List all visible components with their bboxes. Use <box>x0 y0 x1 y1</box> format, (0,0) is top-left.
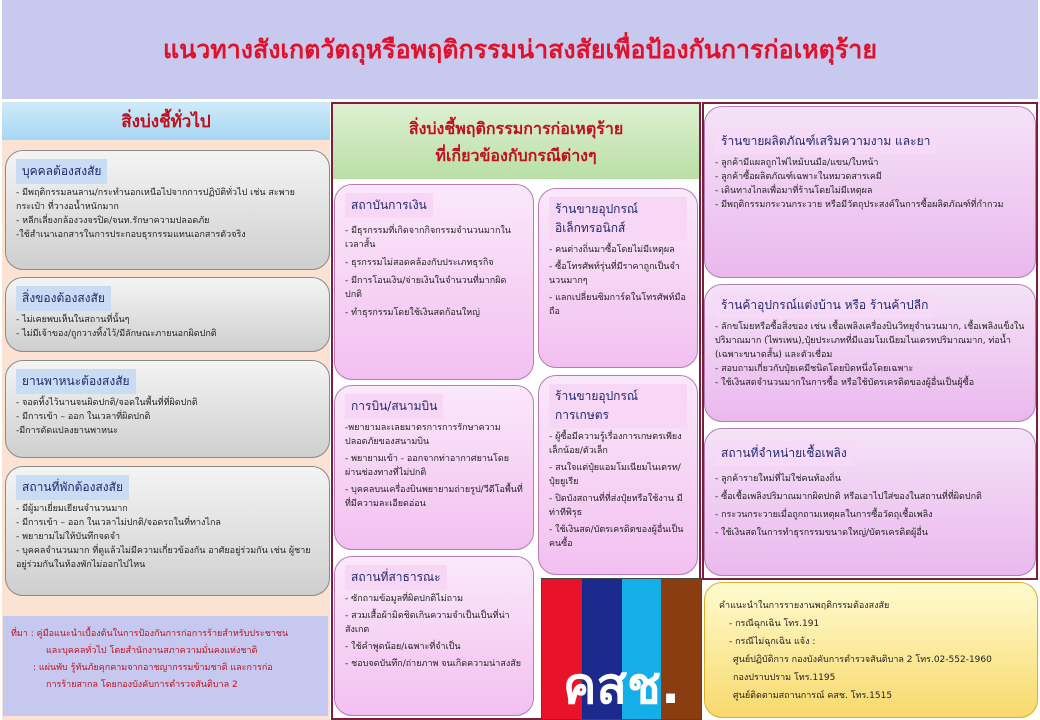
list-item: - มีพฤติกรรมกระวนกระวาย หรือมีวัตถุประสงค์ในการซื้อผลิตภัณฑ์ที่กำกวม <box>715 200 1004 210</box>
contact-line: กองปราบปราม โทร.1195 <box>733 673 836 683</box>
list-item: - ใช้เงินสดจำนวนมากในการซื้อ หรือใช้บัตรเครดิตของผู้อื่นเป็นผู้ซื้อ <box>715 378 975 388</box>
list-item: - หลีกเลี่ยงกล้องวงจรปิด/จนท.รักษาความปลอดภัย <box>16 216 210 226</box>
contact-line: ศูนย์ติดตามสถานการณ์ คสช. โทร.1515 <box>733 691 893 701</box>
card-heading: ร้านขายอุปกรณ์อิเล็กทรอนิกส์ <box>549 197 687 241</box>
list-item: - มีการเข้า – ออก ในเวลาไม่ปกติ/จอดรถในที่ทางไกล <box>16 518 221 528</box>
contact-heading: คำแนะนำในการรายงานพฤติกรรมต้องสงสัย <box>719 601 890 611</box>
note-line: การร้ายสากล โดยกองบังคับการตำรวจสันติบาล 2 <box>46 680 238 690</box>
card-suspicious-object <box>5 277 330 352</box>
list-item: - สนใจแต่ปุ๋ยแอมโมเนียมไนเตรท/ปุ๋ยยูเรีย <box>549 463 681 487</box>
ncpo-logo <box>541 578 702 720</box>
contact-line: - กรณีไม่ฉุกเฉิน แจ้ง : <box>729 637 816 647</box>
list-item: - สอบถามเกี่ยวกับปุ๋ยเคมีชนิดโดยบิดหนึ่งโดยเฉพาะ <box>715 364 914 374</box>
contact-line: ศูนย์ปฏิบัติการ กองบังคับการตำรวจสันติบาล 2 โทร.02-552-1960 <box>733 655 992 665</box>
card-suspicious-residence <box>5 466 330 596</box>
note-line: : แผ่นพับ รู้ทันภัยคุกคามจากอาชญากรรมข้ามชาติ และการก่อ <box>33 663 273 673</box>
card-suspicious-vehicle <box>5 360 330 458</box>
list-item: - มีธุรกรรมที่เกิดจากกิจกรรมจำนวนมากในเวลาสั้น <box>345 226 511 250</box>
card-heading: สถานที่จำหน่ายเชื้อเพลิง <box>715 441 853 466</box>
list-item: - ใช้เงินสดในการทำธุรกรรมขนาดใหญ่/บัตรเครดิตผู้อื่น <box>715 528 928 538</box>
contact-info-box <box>704 582 1038 718</box>
list-item: - ลูกค้าซื้อผลิตภัณฑ์เฉพาะในหมวดสารเคมี <box>715 172 882 182</box>
list-item: - ลักขโมยหรือซื้อสิ่งของ เช่น เชื้อเพลิงเครื่องบินวิทยุจำนวนมาก, เชื้อเพลิงแข็งในปริมาณมาก (ไพรเพน),ปุ๋ยประเภทที่มีแอมโมเนียมไนเตรทปริมาณมาก, ท่อน้ำ (เฉพาะขนาดสั้น) และตัวเชื่อม <box>715 322 1025 360</box>
list-item: - ผู้ซื้อมีความรู้เรื่องการเกษตรเพียงเล็กน้อย/ตัวเล็ก <box>549 432 682 456</box>
list-item: - มีพฤติกรรมลนลาน/กระทำนอกเหนือไปจากการปฏิบัติทั่วไป เช่น สะพายกระเป๋า ที่วางอน้ำหนักมาก <box>16 188 295 212</box>
card-heading: สถานที่สาธารณะ <box>345 565 447 590</box>
list-item: - มีการเข้า – ออก ในเวลาที่ผิดปกติ <box>16 412 151 422</box>
logo-text: คสช. <box>563 657 680 715</box>
contact-line: - กรณีฉุกเฉิน โทร.191 <box>729 619 820 629</box>
list-item: - ใช้คำพูดน้อย/เฉพาะที่จำเป็น <box>345 642 461 652</box>
note-line: ที่มา : คู่มือแนะนำเบื้องต้นในการป้องกันการก่อการร้ายสำหรับประชาชน <box>11 629 289 639</box>
source-note <box>3 616 328 716</box>
card-heading: สิ่งของต้องสงสัย <box>16 286 111 311</box>
card-heading: ร้านค้าอุปกรณ์แต่งบ้าน หรือ ร้านค้าปลีก <box>715 293 934 318</box>
list-item: - ซื้อโทรศัพท์รุ่นที่มีราคาถูกเป็นจำนวนมากๆ <box>549 262 680 286</box>
list-item: -มีการดัดแปลงยานพาหนะ <box>16 426 119 436</box>
list-item: -พยายามละเลยมาตรการการรักษาความปลอดภัยของสนามบิน <box>345 423 501 447</box>
middle-column-heading: สิ่งบ่งชี้พฤติกรรมการก่อเหตุร้าย ที่เกี่ยวข้องกับกรณีต่างๆ <box>333 104 699 179</box>
left-column-heading: สิ่งบ่งชี้ทั่วไป <box>2 102 330 140</box>
card-public-place <box>334 556 534 716</box>
card-electronics-store <box>538 188 698 368</box>
card-fuel-station <box>704 428 1036 576</box>
list-item: - ไม่มีเจ้าของ/ถูกวางทิ้งไว้/มีลักษณะภายนอกผิดปกติ <box>16 329 217 339</box>
list-item: - คนต่างถิ่นมาซื้อโดยไม่มีเหตุผล <box>549 245 675 255</box>
card-agriculture-store <box>538 375 698 575</box>
title-banner <box>2 0 1038 99</box>
card-heading: สถาบันการเงิน <box>345 193 433 218</box>
list-item: - ซื้อเชื้อเพลิงปริมาณมากผิดปกติ หรือเอาไปใส่ของในสถานที่ที่ผิดปกติ <box>715 492 982 502</box>
list-item: - ธุรกรรมไม่สอดคล้องกับประเภทธุรกิจ <box>345 258 494 268</box>
note-line: และบุคคลทั่วไป โดยสำนักงานสภาความมั่นคงแห่งชาติ <box>46 646 258 656</box>
list-item: -ใช้สำเนาเอกสารในการประกอบธุรกรรมแทนเอกสารตัวจริง <box>16 230 246 240</box>
card-airport <box>334 385 534 550</box>
list-item: - ลูกค้ารายใหม่ที่ไม่ใช่คนท้องถิ่น <box>715 474 841 484</box>
list-item: - บุคคลบนเครื่องบินพยายามถ่ายรูป/วีดีโอพื้นที่ที่มีความละเอียดอ่อน <box>345 485 523 509</box>
list-item: - มีการโอนเงิน/จ่ายเงินในจำนวนที่มากผิดปกติ <box>345 276 507 300</box>
card-heading: ร้านขายอุปกรณ์การเกษตร <box>549 384 687 428</box>
list-item: - ชอบจดบันทึก/ถ่ายภาพ จนเกิดความน่าสงสัย <box>345 659 522 669</box>
card-heading: บุคคลต้องสงสัย <box>16 159 107 184</box>
card-heading: ร้านขายผลิตภัณฑ์เสริมความงาม และยา <box>715 129 936 154</box>
list-item: - แลกเปลี่ยนซิมการ์ดในโทรศัพท์มือถือ <box>549 293 686 317</box>
list-item: - พยายามไม่ให้บันทึกจดจำ <box>16 532 121 542</box>
list-item: - พยายามเข้า - ออกจากท่าอากาศยานโดยผ่านช่องทางที่ไม่ปกติ <box>345 454 510 478</box>
list-item: - ไม่เคยพบเห็นในสถานที่นั้นๆ <box>16 315 130 325</box>
card-suspicious-person <box>5 150 330 270</box>
list-item: - ปิดบังสถานที่ที่ส่งปุ๋ยหรือใช้งาน มีท่าทีพิรุธ <box>549 494 683 518</box>
card-heading: สถานที่พักต้องสงสัย <box>16 475 129 500</box>
list-item: - กระวนกระวายเมื่อถูกถามเหตุผลในการซื้อวัตถุเชื้อเพลิง <box>715 510 933 520</box>
card-hardware-store <box>704 284 1036 422</box>
list-item: - ลูกค้ามีแผลถูกไฟไหม้บนมือ/แขน/ใบหน้า <box>715 158 879 168</box>
card-financial-institution <box>334 184 534 380</box>
list-item: - มีผู้มาเยี่ยมเยียนจำนวนมาก <box>16 504 128 514</box>
list-item: - ซักถามข้อมูลที่ผิดปกติไม่ถาม <box>345 594 464 604</box>
list-item: - บุคคลจำนวนมาก ที่ดูแล้วไม่มีความเกี่ยวข้องกัน อาศัยอยู่ร่วมกัน เช่น ผู้ชายอยู่ร่วมกันในห้องพักไม่ออกไปไหน <box>16 546 311 570</box>
list-item: - เดินทางไกลเพื่อมาที่ร้านโดยไม่มีเหตุผล <box>715 186 873 196</box>
card-beauty-store <box>704 106 1036 278</box>
card-heading: ยานพาหนะต้องสงสัย <box>16 369 136 394</box>
card-heading: การบิน/สนามบิน <box>345 394 443 419</box>
page-title: แนวทางสังเกตวัตถุหรือพฤติกรรมน่าสงสัยเพื่อป้องกันการก่อเหตุร้าย <box>163 34 877 64</box>
list-item: - ใช้เงินสด/บัตรเครดิตของผู้อื่นเป็นคนซื้อ <box>549 525 684 549</box>
list-item: - จอดทิ้งไว้นานจนผิดปกติ/จอดในพื้นที่ที่ผิดปกติ <box>16 398 198 408</box>
list-item: - สวมเสื้อผ้ามิดชิดเกินความจำเป็นเป็นที่น่าสังเกต <box>345 611 510 635</box>
list-item: - ทำธุรกรรมโดยใช้เงินสดก้อนใหญ่ <box>345 308 480 318</box>
